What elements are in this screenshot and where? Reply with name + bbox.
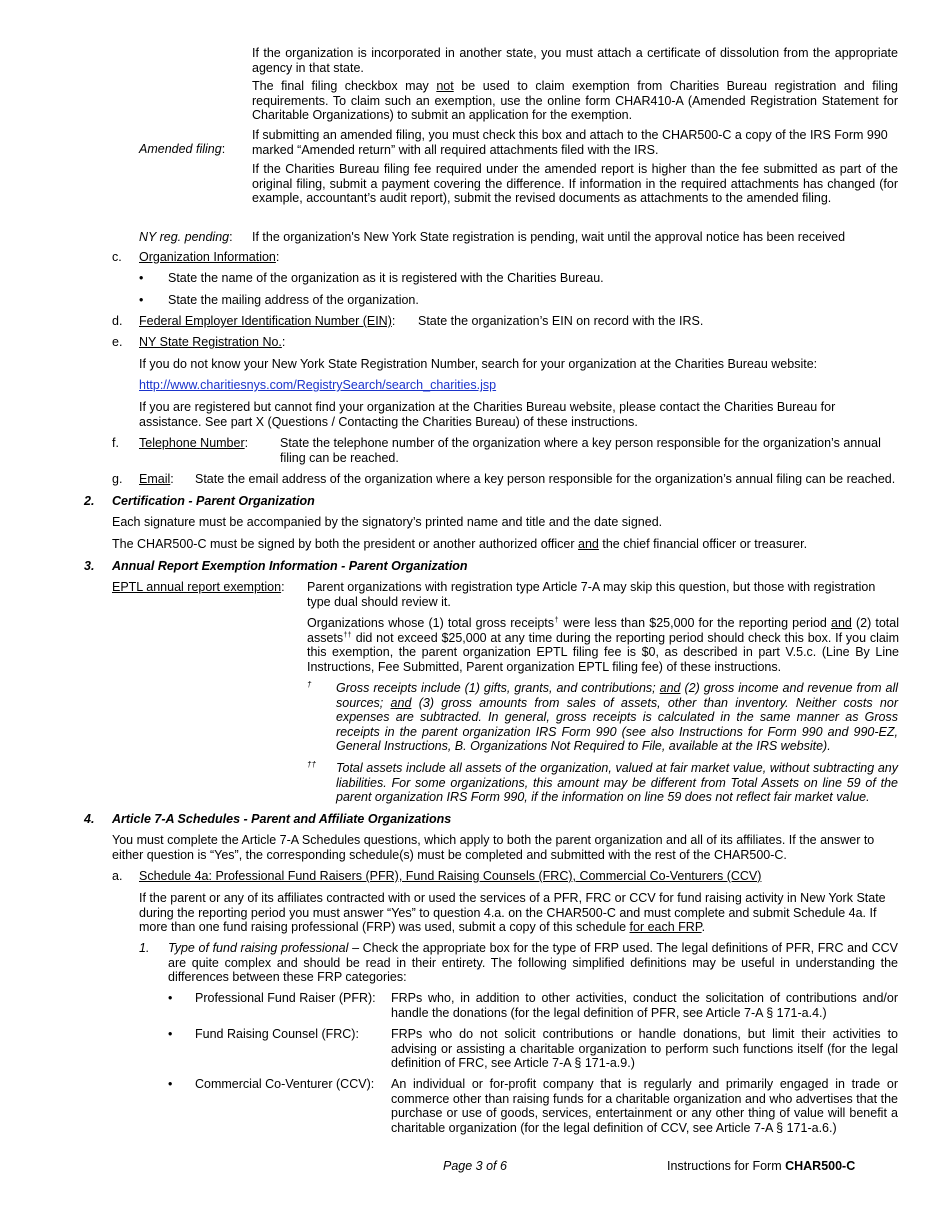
item-1-number: 1. xyxy=(139,941,150,955)
amended-filing-label: Amended filing: xyxy=(139,142,226,156)
bullet-marker: • xyxy=(139,293,144,307)
amended-filing-paragraph-2: If the Charities Bureau filing fee required under the amended report is higher than the fee submitted as part of the original filing, submit a payment covering the difference. If information in the required attachments has changed (for example, accountant’s audit report), submit the revised documents as attachments to the amended filing. xyxy=(252,162,898,205)
section-3-paragraph-2: Organizations whose (1) total gross receipts† were less than $25,000 for the reporting period and (2) total assets†† did not exceed $25,000 at any time during the reporting period should check this box. If you claim this exemption, the parent organization EPTL filing fee is $0, as described in part V.5.c. (Line By Line Instructions, Fee Submitted, Parent organization EPTL filing fee) of these instructions. xyxy=(307,616,900,674)
item-e-paragraph-2: If you are registered but cannot find your organization at the Charities Bureau website, please contact the Charities Bureau for assistance. See part X (Questions / Contacting the Charities Bureau) of these instructions. xyxy=(139,400,836,429)
section-3-title: Annual Report Exemption Information - Parent Organization xyxy=(112,559,468,573)
section-3-paragraph-1: Parent organizations with registration type Article 7-A may skip this question, but those with registration type dual should review it. xyxy=(307,580,876,609)
item-c-letter: c. xyxy=(112,250,122,264)
def-term-frc: Fund Raising Counsel (FRC): xyxy=(195,1027,359,1041)
footnote-1-mark: † xyxy=(307,680,312,689)
ny-reg-pending-text: If the organization's New York State registration is pending, wait until the approval notice has been received xyxy=(252,230,846,244)
section-2-number: 2. xyxy=(84,494,95,508)
eptl-label: EPTL annual report exemption: xyxy=(112,580,285,594)
def-term-ccv: Commercial Co-Venturer (CCV): xyxy=(195,1077,375,1091)
bullet-marker: • xyxy=(168,1077,173,1091)
page-number: Page 3 of 6 xyxy=(443,1159,507,1173)
def-text-pfr: FRPs who, in addition to other activities, conduct the solicitation of contributions and/or handle the donations (for the legal definition of PFR, see Article 7-A § 171-a.4.) xyxy=(391,991,898,1020)
bullet-marker: • xyxy=(168,991,173,1005)
footer-form-title: Instructions for Form CHAR500-C xyxy=(667,1159,856,1173)
item-c-bullet-2: State the mailing address of the organization. xyxy=(168,293,419,307)
item-1-paragraph: Type of fund raising professional – Check the appropriate box for the type of FRP used. The legal definitions of PFR, FRC and CCV are quite complex and should be read in their entirety. The following simplified definitions may be useful in understanding the differences between these FRP categories: xyxy=(168,941,898,984)
footnote-2-text: Total assets include all assets of the organization, valued at fair market value, without subtracting any liabilities. For some organizations, this amount may be different from Total Assets on line 59 of the parent organization IRS Form 990, if the information on line 59 does not reflect fair market value. xyxy=(336,761,898,804)
item-e-paragraph-1: If you do not know your New York State Registration Number, search for your organization at the Charities Bureau website: xyxy=(139,357,818,371)
section-3-number: 3. xyxy=(84,559,95,573)
section-2-paragraph-1: Each signature must be accompanied by the signatory’s printed name and title and the date signed. xyxy=(112,515,663,529)
item-g-heading: Email: xyxy=(139,472,174,486)
def-text-ccv: An individual or for-profit company that is regularly and primarily engaged in trade or commerce other than raising funds for a charitable organization and who advertises that the purchase or use of goods, services, entertainment or any other thing of value will benefit a charitable organization (for the legal definition of CCV, see Article 7-A § 171-a.6.) xyxy=(391,1077,898,1135)
section-2-title: Certification - Parent Organization xyxy=(112,494,315,508)
item-e-heading: NY State Registration No.: xyxy=(139,335,286,349)
item-4a-letter: a. xyxy=(112,869,123,883)
item-f-letter: f. xyxy=(112,436,119,450)
item-g-letter: g. xyxy=(112,472,123,486)
def-term-pfr: Professional Fund Raiser (PFR): xyxy=(195,991,376,1005)
item-c-bullet-1: State the name of the organization as it is registered with the Charities Bureau. xyxy=(168,271,604,285)
section-4-paragraph-1: You must complete the Article 7-A Schedules questions, which apply to both the parent organization and all of its affiliates. If the answer to either question is “Yes”, the corresponding schedule(s) must be completed and submitted with the rest of the CHAR500-C. xyxy=(112,833,875,862)
section-4-title: Article 7-A Schedules - Parent and Affiliate Organizations xyxy=(112,812,452,826)
item-d-text: State the organization’s EIN on record with the IRS. xyxy=(418,314,704,328)
amended-filing-paragraph-1: If submitting an amended filing, you must check this box and attach to the CHAR500-C a copy of the IRS Form 990 marked “Amended return” with all required attachments filed with the IRS. xyxy=(252,128,888,157)
item-d-letter: d. xyxy=(112,314,123,328)
registry-search-link[interactable]: http://www.charitiesnys.com/RegistrySearch/search_charities.jsp xyxy=(139,378,497,392)
footnote-2-mark: †† xyxy=(307,760,316,769)
dissolution-paragraph: If the organization is incorporated in another state, you must attach a certificate of dissolution from the appropriate agency in that state. xyxy=(252,46,898,75)
schedule-4a-paragraph: If the parent or any of its affiliates contracted with or used the services of a PFR, FRC or CCV for fund raising activity in New York State during the reporting period you must answer “Yes” to question 4.a. on the CHAR500-C and must complete and submit Schedule 4a. If more than one fund raising professional (FRP) was used, submit a copy of this schedule for each FRP. xyxy=(139,891,886,934)
bullet-marker: • xyxy=(168,1027,173,1041)
ny-reg-pending-label: NY reg. pending: xyxy=(139,230,233,244)
def-text-frc: FRPs who do not solicit contributions or handle donations, but limit their activities to advising or assisting a charitable organization to perform such functions itself (for the legal definition of FRC, see Article 7-A § 171-a.9.) xyxy=(391,1027,898,1070)
item-g-text: State the email address of the organization where a key person responsible for the organization’s annual filing can be reached. xyxy=(195,472,896,486)
item-d-heading: Federal Employer Identification Number (EIN): xyxy=(139,314,396,328)
footnote-1-text: Gross receipts include (1) gifts, grants, and contributions; and (2) gross income and revenue from all sources; and (3) gross amounts from sales of assets, other than inventory. Neither costs nor expenses are subtracted. In general, gross receipts is calculated in the same manner as Gross receipts in the parent organization IRS Form 990 (see also Instructions for Form 990 and 990-EZ, General Instructions, B. Organizations Not Required to File, available at the IRS website). xyxy=(336,681,899,753)
schedule-4a-heading: Schedule 4a: Professional Fund Raisers (PFR), Fund Raising Counsels (FRC), Commercial Co-Venturers (CCV) xyxy=(139,869,762,883)
bullet-marker: • xyxy=(139,271,144,285)
section-2-paragraph-2: The CHAR500-C must be signed by both the president or another authorized officer and the chief financial officer or treasurer. xyxy=(112,537,808,551)
item-c-heading: Organization Information: xyxy=(139,250,280,264)
item-f-text: State the telephone number of the organization where a key person responsible for the organization’s annual filing can be reached. xyxy=(280,436,881,465)
item-f-heading: Telephone Number: xyxy=(139,436,249,450)
item-e-letter: e. xyxy=(112,335,123,349)
section-4-number: 4. xyxy=(84,812,95,826)
final-filing-paragraph: The final filing checkbox may not be used to claim exemption from Charities Bureau registration and filing requirements. To claim such an exemption, use the online form CHAR410-A (Amended Registration Statement for Charitable Organizations) to submit an application for the exemption. xyxy=(252,79,898,122)
